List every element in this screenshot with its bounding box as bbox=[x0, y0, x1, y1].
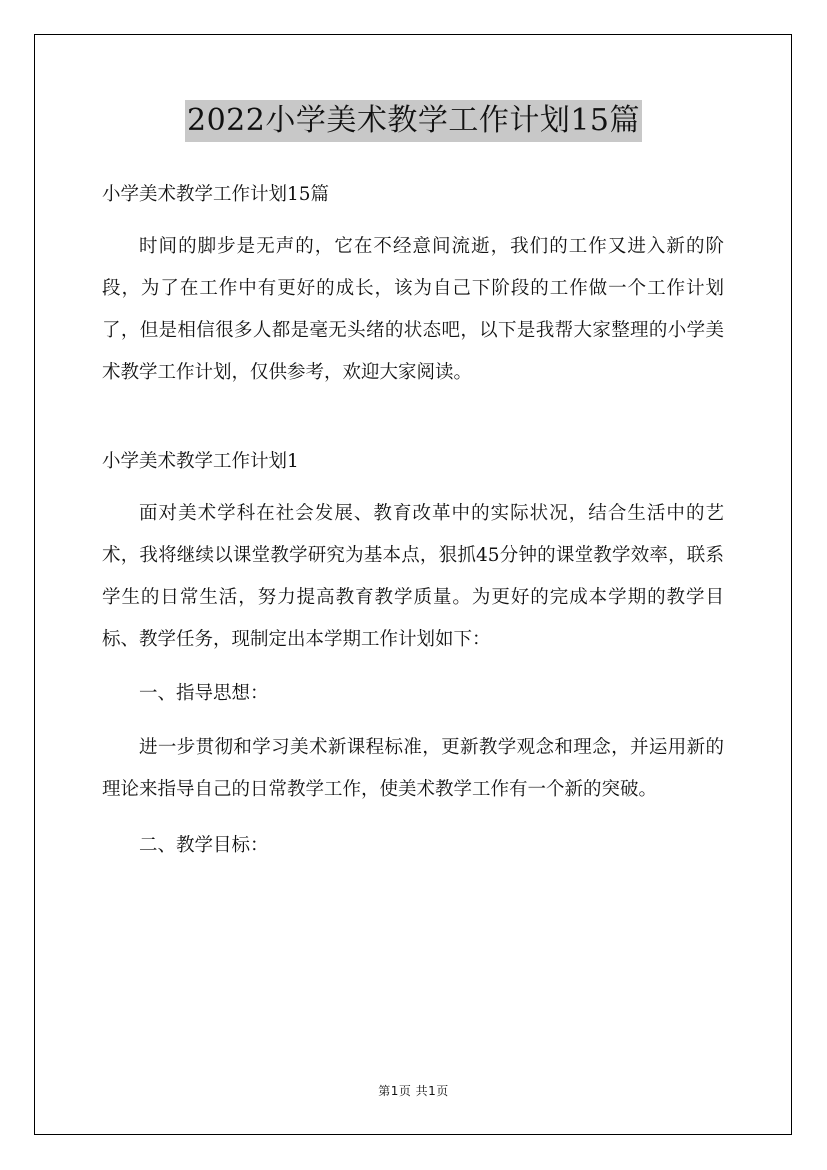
teaching-goals-heading: 二、教学目标： bbox=[139, 835, 269, 856]
section-paragraph-2: 进一步贯彻和学习美术新课程标准，更新教学观念和理念，并运用新的理论来指导自己的日常教学工作，使美术教学工作有一个新的突破。 bbox=[102, 737, 724, 800]
subtitle: 小学美术教学工作计划15篇 bbox=[102, 184, 330, 205]
title-area bbox=[0, 100, 827, 142]
page-footer: 第1页 共1页 bbox=[378, 1084, 449, 1098]
guiding-ideas-heading: 一、指导思想： bbox=[139, 683, 269, 704]
section-paragraph-1: 面对美术学科在社会发展、教育改革中的实际状况，结合生活中的艺术，我将继续以课堂教学研究为基本点，狠抓45分钟的课堂教学效率，联系学生的日常生活，努力提高教育教学质量。为更好的完成本学期的教学目标、教学任务，现制定出本学期工作计划如下： bbox=[102, 503, 724, 650]
section-heading: 小学美术教学工作计划1 bbox=[102, 451, 299, 472]
document-body bbox=[102, 173, 724, 867]
intro-paragraph: 时间的脚步是无声的，它在不经意间流逝，我们的工作又进入新的阶段，为了在工作中有更好的成长，该为自己下阶段的工作做一个工作计划了，但是相信很多人都是毫无头绪的状态吧，以下是我帮大家整理的小学美术教学工作计划，仅供参考，欢迎大家阅读。 bbox=[102, 236, 724, 383]
document-title: 2022小学美术教学工作计划15篇 bbox=[185, 100, 642, 142]
